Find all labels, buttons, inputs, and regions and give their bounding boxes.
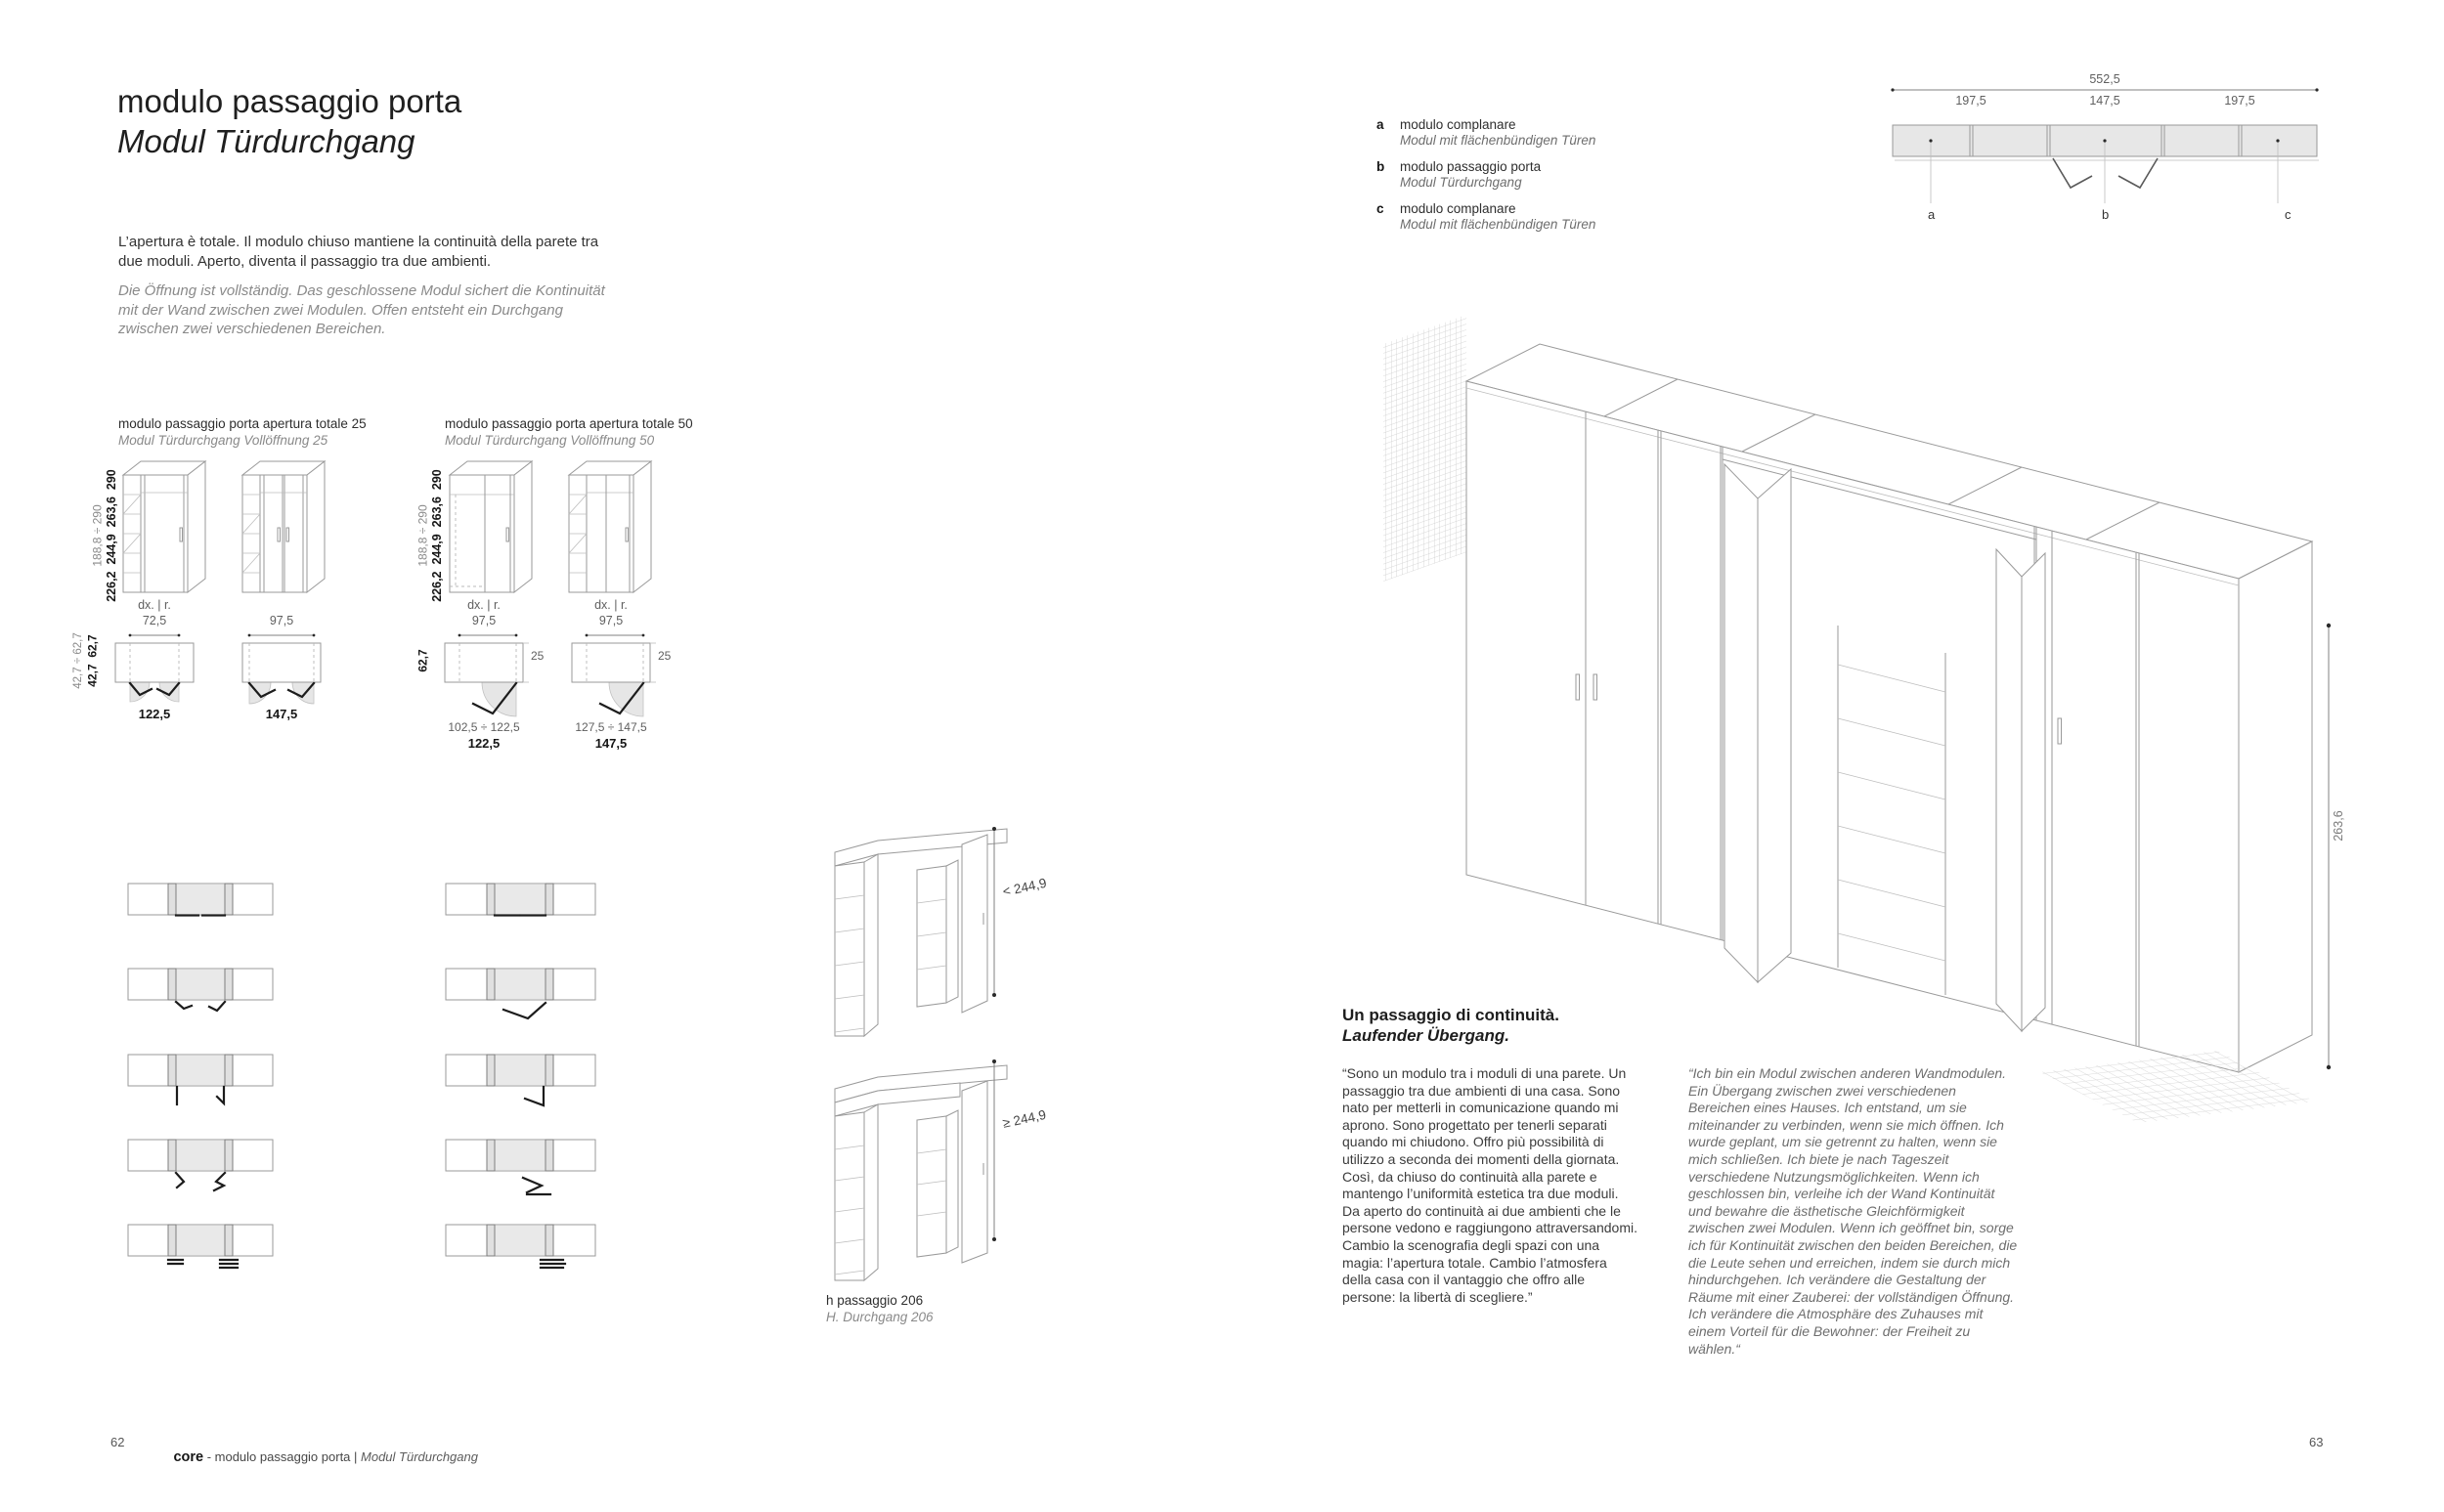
group2-plan1-depth-label: 25 bbox=[531, 649, 545, 663]
passage-height-caption-it: h passaggio 206 bbox=[826, 1293, 924, 1308]
footer-left-de: Modul Türdurchgang bbox=[361, 1449, 478, 1465]
page-number-right: 63 bbox=[2309, 1435, 2324, 1449]
passage-shelf-drawing-high bbox=[821, 1061, 1017, 1296]
passage-shelf-drawing-low bbox=[821, 827, 1017, 1061]
group2-plan1-width-label: 97,5 bbox=[471, 614, 497, 627]
legend-b-de: Modul Türdurchgang bbox=[1400, 175, 1522, 190]
shelf-dim-high-label: ≥ 244,9 bbox=[1001, 1106, 1048, 1131]
group1-plan1-total-label: 122,5 bbox=[138, 707, 171, 721]
group2-plan1-range-label: 102,5 ÷ 122,5 bbox=[448, 720, 520, 734]
legend-c-it: modulo complanare bbox=[1400, 201, 1516, 216]
plan-callout-c: c bbox=[2285, 207, 2291, 222]
group2-plan1-hand-label: dx. | r. bbox=[467, 598, 501, 612]
brand-name: core bbox=[173, 1449, 204, 1466]
plan-two-doors-97 bbox=[242, 634, 321, 704]
page-number-left: 62 bbox=[110, 1435, 125, 1449]
group1-plan1-hand-label: dx. | r. bbox=[138, 598, 171, 612]
group2-elev-heights-label: 226,2 244,9 263,6 290 bbox=[430, 469, 445, 602]
legend-key-a: a bbox=[1376, 117, 1384, 132]
plan-total-dim-label: 552,5 bbox=[2089, 72, 2120, 86]
plan-row-single-closed bbox=[445, 883, 596, 939]
plan-row-double-open bbox=[127, 1054, 274, 1110]
group2-plan2-total-label: 147,5 bbox=[594, 736, 628, 751]
cabinet-iso-open-half bbox=[450, 461, 532, 592]
passage-quote-it: “Sono un modulo tra i moduli di una parete. Un passaggio tra due ambienti di una casa. Sono nato per metterli in comunicazione quando mi aprono. Sono progettato per tenerli separati quando mi chiudono. Offro più possibilità di utilizzo a seconda dei momenti della giornata. Così, da chiuso do continuità alla parete e mantengo l’uniformità estetica tra due moduli. Da aperto do continuità ai due ambienti che le persone vedono e raggiungono attraversandomi. Cambio la scenografia degli spazi con una magia: l’apertura totale. Cambio l’atmosfera della casa con il vantaggio che offro alle persone: la libertà di scegliere.” bbox=[1342, 1065, 1637, 1305]
height-dimension-line bbox=[2327, 624, 2331, 1069]
group2-elevations-drawing bbox=[442, 450, 686, 621]
page-title-de: Modul Türdurchgang bbox=[117, 123, 415, 159]
group1-header-de: Modul Türdurchgang Vollöffnung 25 bbox=[118, 433, 328, 448]
wall-height-dim-label: 263,6 bbox=[2332, 810, 2346, 842]
group1-plans-drawing bbox=[101, 627, 365, 725]
passage-height-caption-de: H. Durchgang 206 bbox=[826, 1310, 934, 1324]
group2-plan2-hand-label: dx. | r. bbox=[594, 598, 628, 612]
passage-quote-de: “Ich bin ein Modul zwischen anderen Wandmodulen. Ein Übergang zwischen zwei verschiedenen Bereichen eines Hauses. Ich entstand, um sie miteinander zu verbinden, wenn sie mich öffnen. Ich wurde geplant, um sie getrennt zu halten, wenn sie mich schließen. Ich biete je nach Tageszeit verschiedene Nutzungsmöglichkeiten. Wenn ich geschlossen bin, verleihe ich der Wand Kontinuität und bewahre die ästhetische Gleichförmigkeit zwischen zwei Modulen. Wenn ich geöffnet bin, sorge ich für Kontinuität zwischen den beiden Bereichen, die die Leute sehen und erreichen, indem sie durch mich hindurchgehen. Ich verändere die Gestaltung der Räume mit einer Zauberei: der vollständigen Öffnung. Ich verändere die Atmosphäre des Zuhauses mit einem Vorteil für die Bewohner: der Freiheit zu wählen.“ bbox=[1688, 1065, 2018, 1357]
footer-left-mid: - modulo passaggio porta | bbox=[203, 1449, 362, 1465]
plan-seg3-dim-label: 197,5 bbox=[2224, 94, 2255, 108]
legend-key-c: c bbox=[1376, 201, 1384, 216]
plan-row-double-ajar bbox=[127, 968, 274, 1024]
wardrobe-run bbox=[1466, 344, 2312, 1072]
group2-plan2-width-label: 97,5 bbox=[598, 614, 624, 627]
plan-seg1-dim-label: 197,5 bbox=[1955, 94, 1986, 108]
plan-seg2-dim-label: 147,5 bbox=[2089, 94, 2120, 108]
group1-plan1-width-label: 72,5 bbox=[142, 614, 167, 627]
group1-plan2-total-label: 147,5 bbox=[265, 707, 298, 721]
plan-row-single-folded-flat bbox=[445, 1224, 596, 1280]
intro-paragraph-de: Die Öffnung ist vollständig. Das geschlossene Modul sichert die Kontinuität mit der Wand zwischen zwei Modulen. Offen entsteht ein Durchgang zwischen zwei verschiedenen Bereichen. bbox=[118, 282, 605, 337]
footer-left-line bbox=[159, 1433, 478, 1483]
plan-single-door-127 bbox=[572, 634, 656, 716]
group1-header-it: modulo passaggio porta apertura totale 25 bbox=[118, 416, 367, 431]
grid-wall bbox=[1383, 315, 1466, 582]
group2-plans-drawing bbox=[428, 627, 712, 745]
group1-elevations-drawing bbox=[115, 450, 360, 621]
plan-row-double-folding bbox=[127, 1139, 274, 1195]
plan-row-double-closed bbox=[127, 883, 274, 939]
legend-a-it: modulo complanare bbox=[1400, 117, 1516, 132]
plan-single-door-102 bbox=[445, 634, 529, 716]
plan-row-double-folded-flat bbox=[127, 1224, 274, 1280]
group2-elev-range-label: 188,8 ÷ 290 bbox=[415, 504, 430, 567]
group1-elev-heights-label: 226,2 244,9 263,6 290 bbox=[105, 469, 119, 602]
group2-plan1-total-label: 122,5 bbox=[467, 736, 501, 751]
group2-plan2-depth-label: 25 bbox=[658, 649, 672, 663]
page-title-it: modulo passaggio porta bbox=[117, 83, 462, 119]
cabinet-iso-two-doors bbox=[242, 461, 325, 592]
cabinet-iso-shelves-door bbox=[569, 461, 651, 592]
group2-plan-side-bold-label: 62,7 bbox=[415, 649, 430, 672]
legend-key-b: b bbox=[1376, 159, 1385, 174]
group1-elev-range-label: 188,8 ÷ 290 bbox=[90, 504, 105, 567]
shelf-dim-low-label: < 244,9 bbox=[1001, 875, 1048, 899]
group1-plan-side-range-label: 42,7 ÷ 62,7 bbox=[71, 632, 84, 689]
cabinet-iso-closed bbox=[123, 461, 205, 592]
plan-row-single-open bbox=[445, 1054, 596, 1110]
passage-heading-it: Un passaggio di continuità. bbox=[1342, 1006, 1559, 1024]
legend-b-it: modulo passaggio porta bbox=[1400, 159, 1542, 174]
plan-row-single-folding bbox=[445, 1139, 596, 1195]
floor-mat bbox=[2040, 1051, 2315, 1123]
legend-c-de: Modul mit flächenbündigen Türen bbox=[1400, 217, 1596, 232]
plan-row-single-ajar bbox=[445, 968, 596, 1024]
group1-plan-side-bold-label: 42,7 62,7 bbox=[85, 634, 100, 687]
plan-callout-b: b bbox=[2102, 207, 2110, 222]
group1-plan2-width-label: 97,5 bbox=[269, 614, 294, 627]
group2-plan2-range-label: 127,5 ÷ 147,5 bbox=[575, 720, 647, 734]
legend-a-de: Modul mit flächenbündigen Türen bbox=[1400, 133, 1596, 148]
plan-two-doors-72 bbox=[115, 634, 194, 702]
intro-paragraph-it: L’apertura è totale. Il modulo chiuso mantiene la continuità della parete tra due moduli. Aperto, diventa il passaggio tra due ambienti. bbox=[118, 234, 599, 270]
group2-header-it: modulo passaggio porta apertura totale 50 bbox=[445, 416, 693, 431]
plan-callout-a: a bbox=[1928, 207, 1936, 222]
group2-header-de: Modul Türdurchgang Vollöffnung 50 bbox=[445, 433, 655, 448]
passage-heading-de: Laufender Übergang. bbox=[1342, 1026, 1509, 1045]
